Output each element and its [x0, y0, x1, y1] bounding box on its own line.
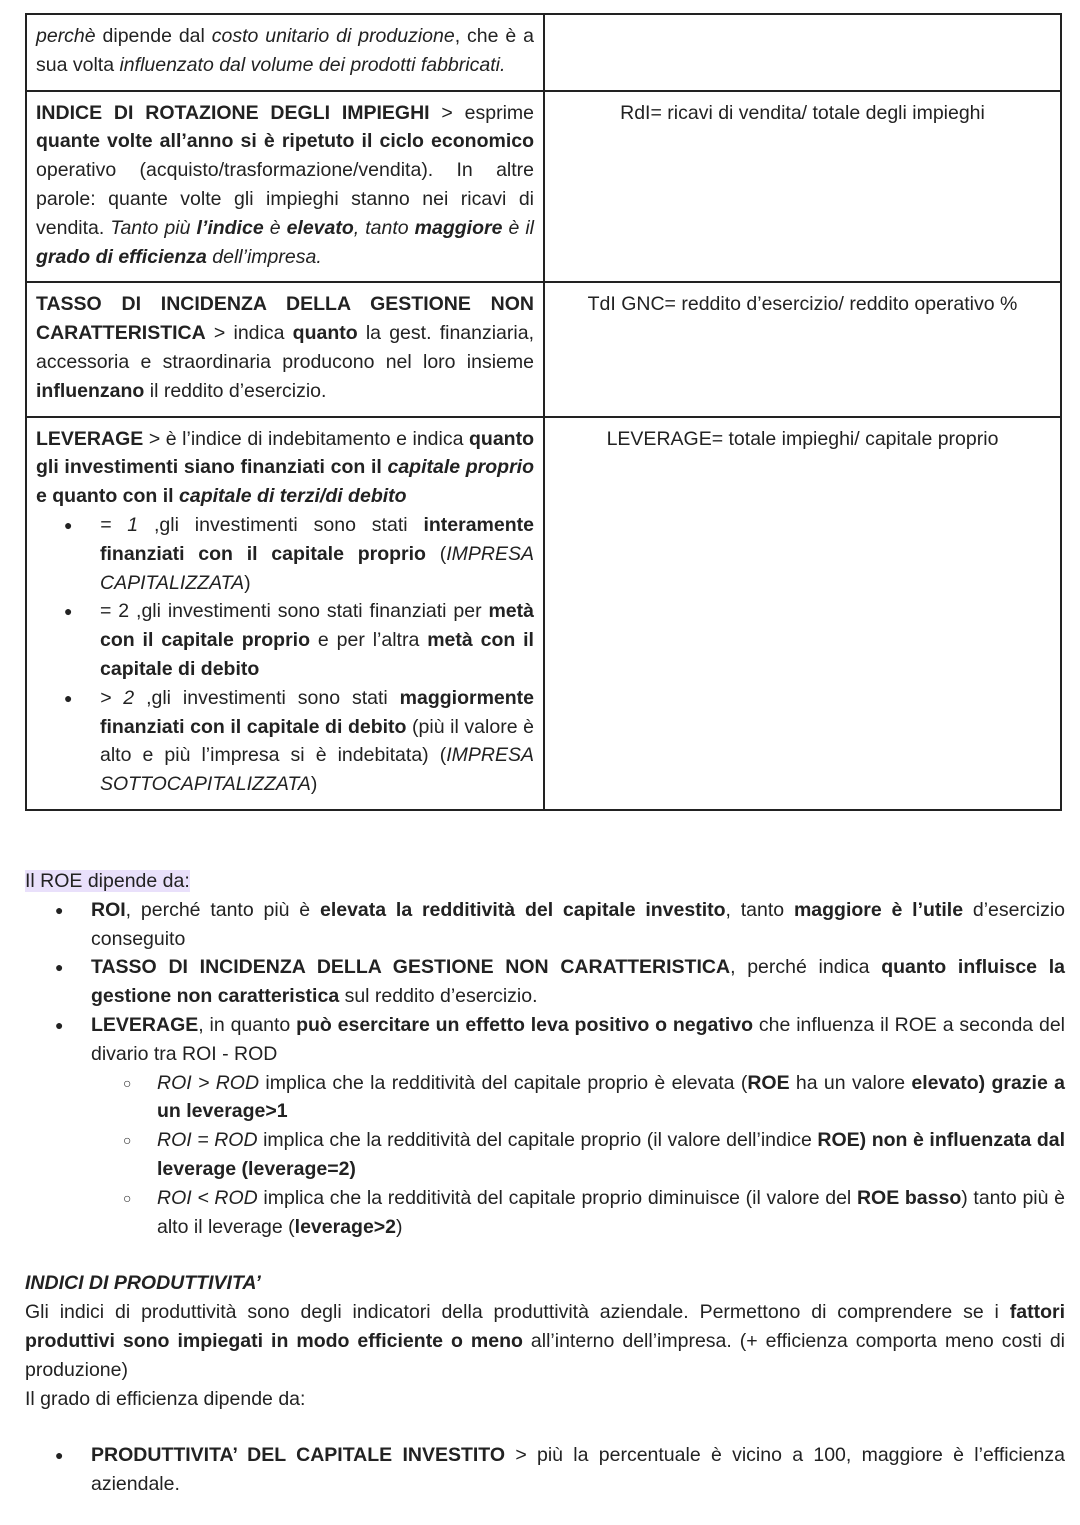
table-row	[26, 91, 1061, 283]
body-text	[25, 867, 1065, 1499]
table-row	[26, 14, 1061, 91]
leverage-bullets	[36, 511, 534, 799]
list-item: ● = 1 ,gli investimenti sono stati interamente finanziati con il capitale proprio (IMPRESA CAPITALIZZATA)	[100, 511, 534, 597]
efficiency-depends: Il grado di efficienza dipende da:	[25, 1387, 306, 1410]
indices-table	[25, 13, 1062, 811]
list-item	[91, 1011, 1065, 1241]
table-row	[26, 417, 1061, 810]
row1-description: perchè dipende dal costo unitario di produzione, che è a sua volta influenzato dal volume dei prodotti fabbricati.	[26, 14, 544, 91]
row1-formula	[544, 14, 1061, 91]
leverage-intro: LEVERAGE > è l’indice di indebitamento e indica quanto gli investimenti siano finanziati con il capitale proprio e quanto con il capitale di terzi/di debito	[36, 427, 534, 508]
row2-description: INDICE DI ROTAZIONE DEGLI IMPIEGHI > esprime quante volte all’anno si è ripetuto il ciclo economico operativo (acquisto/trasformazione/vendita). In altre parole: quante volte gli impieghi stanno nei ricavi di vendita. Tanto più l’indice è elevato, tanto maggiore è il grado di efficienza dell’impresa.	[26, 91, 544, 283]
row4-formula: LEVERAGE= totale impieghi/ capitale proprio	[544, 417, 1061, 810]
list-item: ○ ROI < ROD implica che la redditività del capitale proprio diminuisce (il valore del ROE basso) tanto più è alto il leverage (leverage>2)	[157, 1184, 1065, 1242]
roe-heading: Il ROE dipende da:	[25, 870, 190, 892]
section-heading: INDICI DI PRODUTTIVITA’	[25, 1272, 261, 1295]
list-item: ● = 2 ,gli investimenti sono stati finanziati per metà con il capitale proprio e per l’altra metà con il capitale di debito	[100, 597, 534, 683]
list-item: ● > 2 ,gli investimenti sono stati maggiormente finanziati con il capitale di debito (più il valore è alto e più l’impresa si è indebitata) (IMPRESA SOTTOCAPITALIZZATA)	[100, 684, 534, 799]
row3-description: TASSO DI INCIDENZA DELLA GESTIONE NON CARATTERISTICA > indica quanto la gest. finanziaria, accessoria e straordinaria producono nel loro insieme influenzano il reddito d’esercizio.	[26, 282, 544, 416]
table-row	[26, 282, 1061, 416]
row3-formula: TdI GNC= reddito d’esercizio/ reddito operativo %	[544, 282, 1061, 416]
roi-rod-list	[91, 1069, 1065, 1242]
productivity-list	[25, 1441, 1065, 1499]
list-item: ○ ROI = ROD implica che la redditività del capitale proprio (il valore dell’indice ROE) non è influenzata dal leverage (leverage=2)	[157, 1126, 1065, 1184]
row4-description	[26, 417, 544, 810]
roe-factors-list	[25, 896, 1065, 1242]
productivity-intro: Gli indici di produttività sono degli indicatori della produttività aziendale. Permettono di comprendere se i fattori produttivi sono impiegati in modo efficiente o meno all’interno dell’impresa. (+ efficienza comporta meno costi di produzione)	[25, 1301, 1065, 1381]
leverage-factor-text: LEVERAGE, in quanto può esercitare un effetto leva positivo o negativo che influenza il ROE a seconda del divario tra ROI - ROD	[91, 1013, 1066, 1065]
row2-formula: RdI= ricavi di vendita/ totale degli impieghi	[544, 91, 1061, 283]
list-item: ● TASSO DI INCIDENZA DELLA GESTIONE NON CARATTERISTICA, perché indica quanto influisce la gestione non caratteristica sul reddito d’esercizio.	[91, 953, 1065, 1011]
list-item: ○ ROI > ROD implica che la redditività del capitale proprio è elevata (ROE ha un valore elevato) grazie a un leverage>1	[157, 1069, 1065, 1127]
list-item: ● PRODUTTIVITA’ DEL CAPITALE INVESTITO > più la percentuale è vicino a 100, maggiore è l’efficienza aziendale.	[91, 1441, 1065, 1499]
list-item: ● ROI, perché tanto più è elevata la redditività del capitale investito, tanto maggiore è l’utile d’esercizio conseguito	[91, 896, 1065, 954]
